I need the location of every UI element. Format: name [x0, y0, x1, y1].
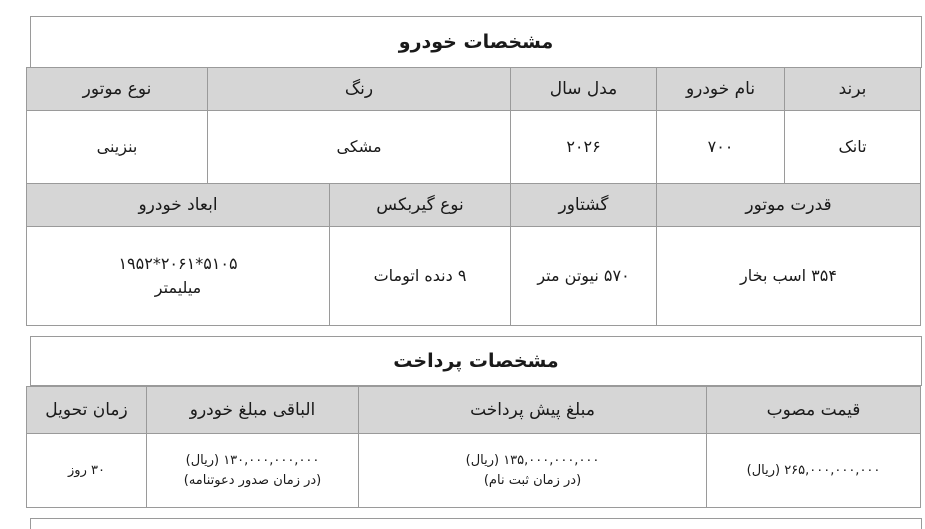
value-gearbox: ۹ دنده اتومات [329, 226, 511, 326]
header-engine-power: قدرت موتور [656, 183, 921, 227]
header-engine-type: نوع موتور [26, 67, 208, 111]
header-dimensions: ابعاد خودرو [26, 183, 330, 227]
value-remaining [146, 433, 359, 508]
value-torque: ۵۷۰ نیوتن متر [510, 226, 657, 326]
header-car-name: نام خودرو [656, 67, 785, 111]
header-brand: برند [784, 67, 921, 111]
dimensions-numbers: ۵۱۰۵*۲۰۶۱*۱۹۵۲ [118, 254, 238, 273]
header-delivery-time: زمان تحویل [26, 386, 147, 434]
prepayment-note: (در زمان ثبت نام) [483, 472, 582, 488]
header-approved-price: قیمت مصوب [706, 386, 921, 434]
remaining-note: (در زمان صدور دعوتنامه) [183, 472, 322, 488]
value-model-year: ۲۰۲۶ [510, 110, 657, 184]
payment-specs-title: مشخصات پرداخت [30, 336, 922, 386]
header-color: رنگ [207, 67, 511, 111]
value-car-name: ۷۰۰ [656, 110, 785, 184]
header-remaining: الباقی مبلغ خودرو [146, 386, 359, 434]
next-section-border [30, 518, 922, 529]
header-model-year: مدل سال [510, 67, 657, 111]
value-engine-power: ۳۵۴ اسب بخار [656, 226, 921, 326]
value-prepayment [358, 433, 707, 508]
value-brand: تانک [784, 110, 921, 184]
value-color: مشکی [207, 110, 511, 184]
dimensions-unit: میلیمتر [154, 278, 202, 297]
header-torque: گشتاور [510, 183, 657, 227]
header-prepayment: مبلغ پیش پرداخت [358, 386, 707, 434]
remaining-amount: ۱۳۰,۰۰۰,۰۰۰,۰۰۰ (ریال) [185, 453, 320, 468]
value-delivery-time: ۳۰ روز [26, 433, 147, 508]
prepayment-amount: ۱۳۵,۰۰۰,۰۰۰,۰۰۰ (ریال) [465, 453, 600, 468]
value-approved-price: ۲۶۵,۰۰۰,۰۰۰,۰۰۰ (ریال) [706, 433, 921, 508]
value-engine-type: بنزینی [26, 110, 208, 184]
header-gearbox: نوع گیربکس [329, 183, 511, 227]
car-specs-title: مشخصات خودرو [30, 16, 922, 68]
value-dimensions [26, 226, 330, 326]
